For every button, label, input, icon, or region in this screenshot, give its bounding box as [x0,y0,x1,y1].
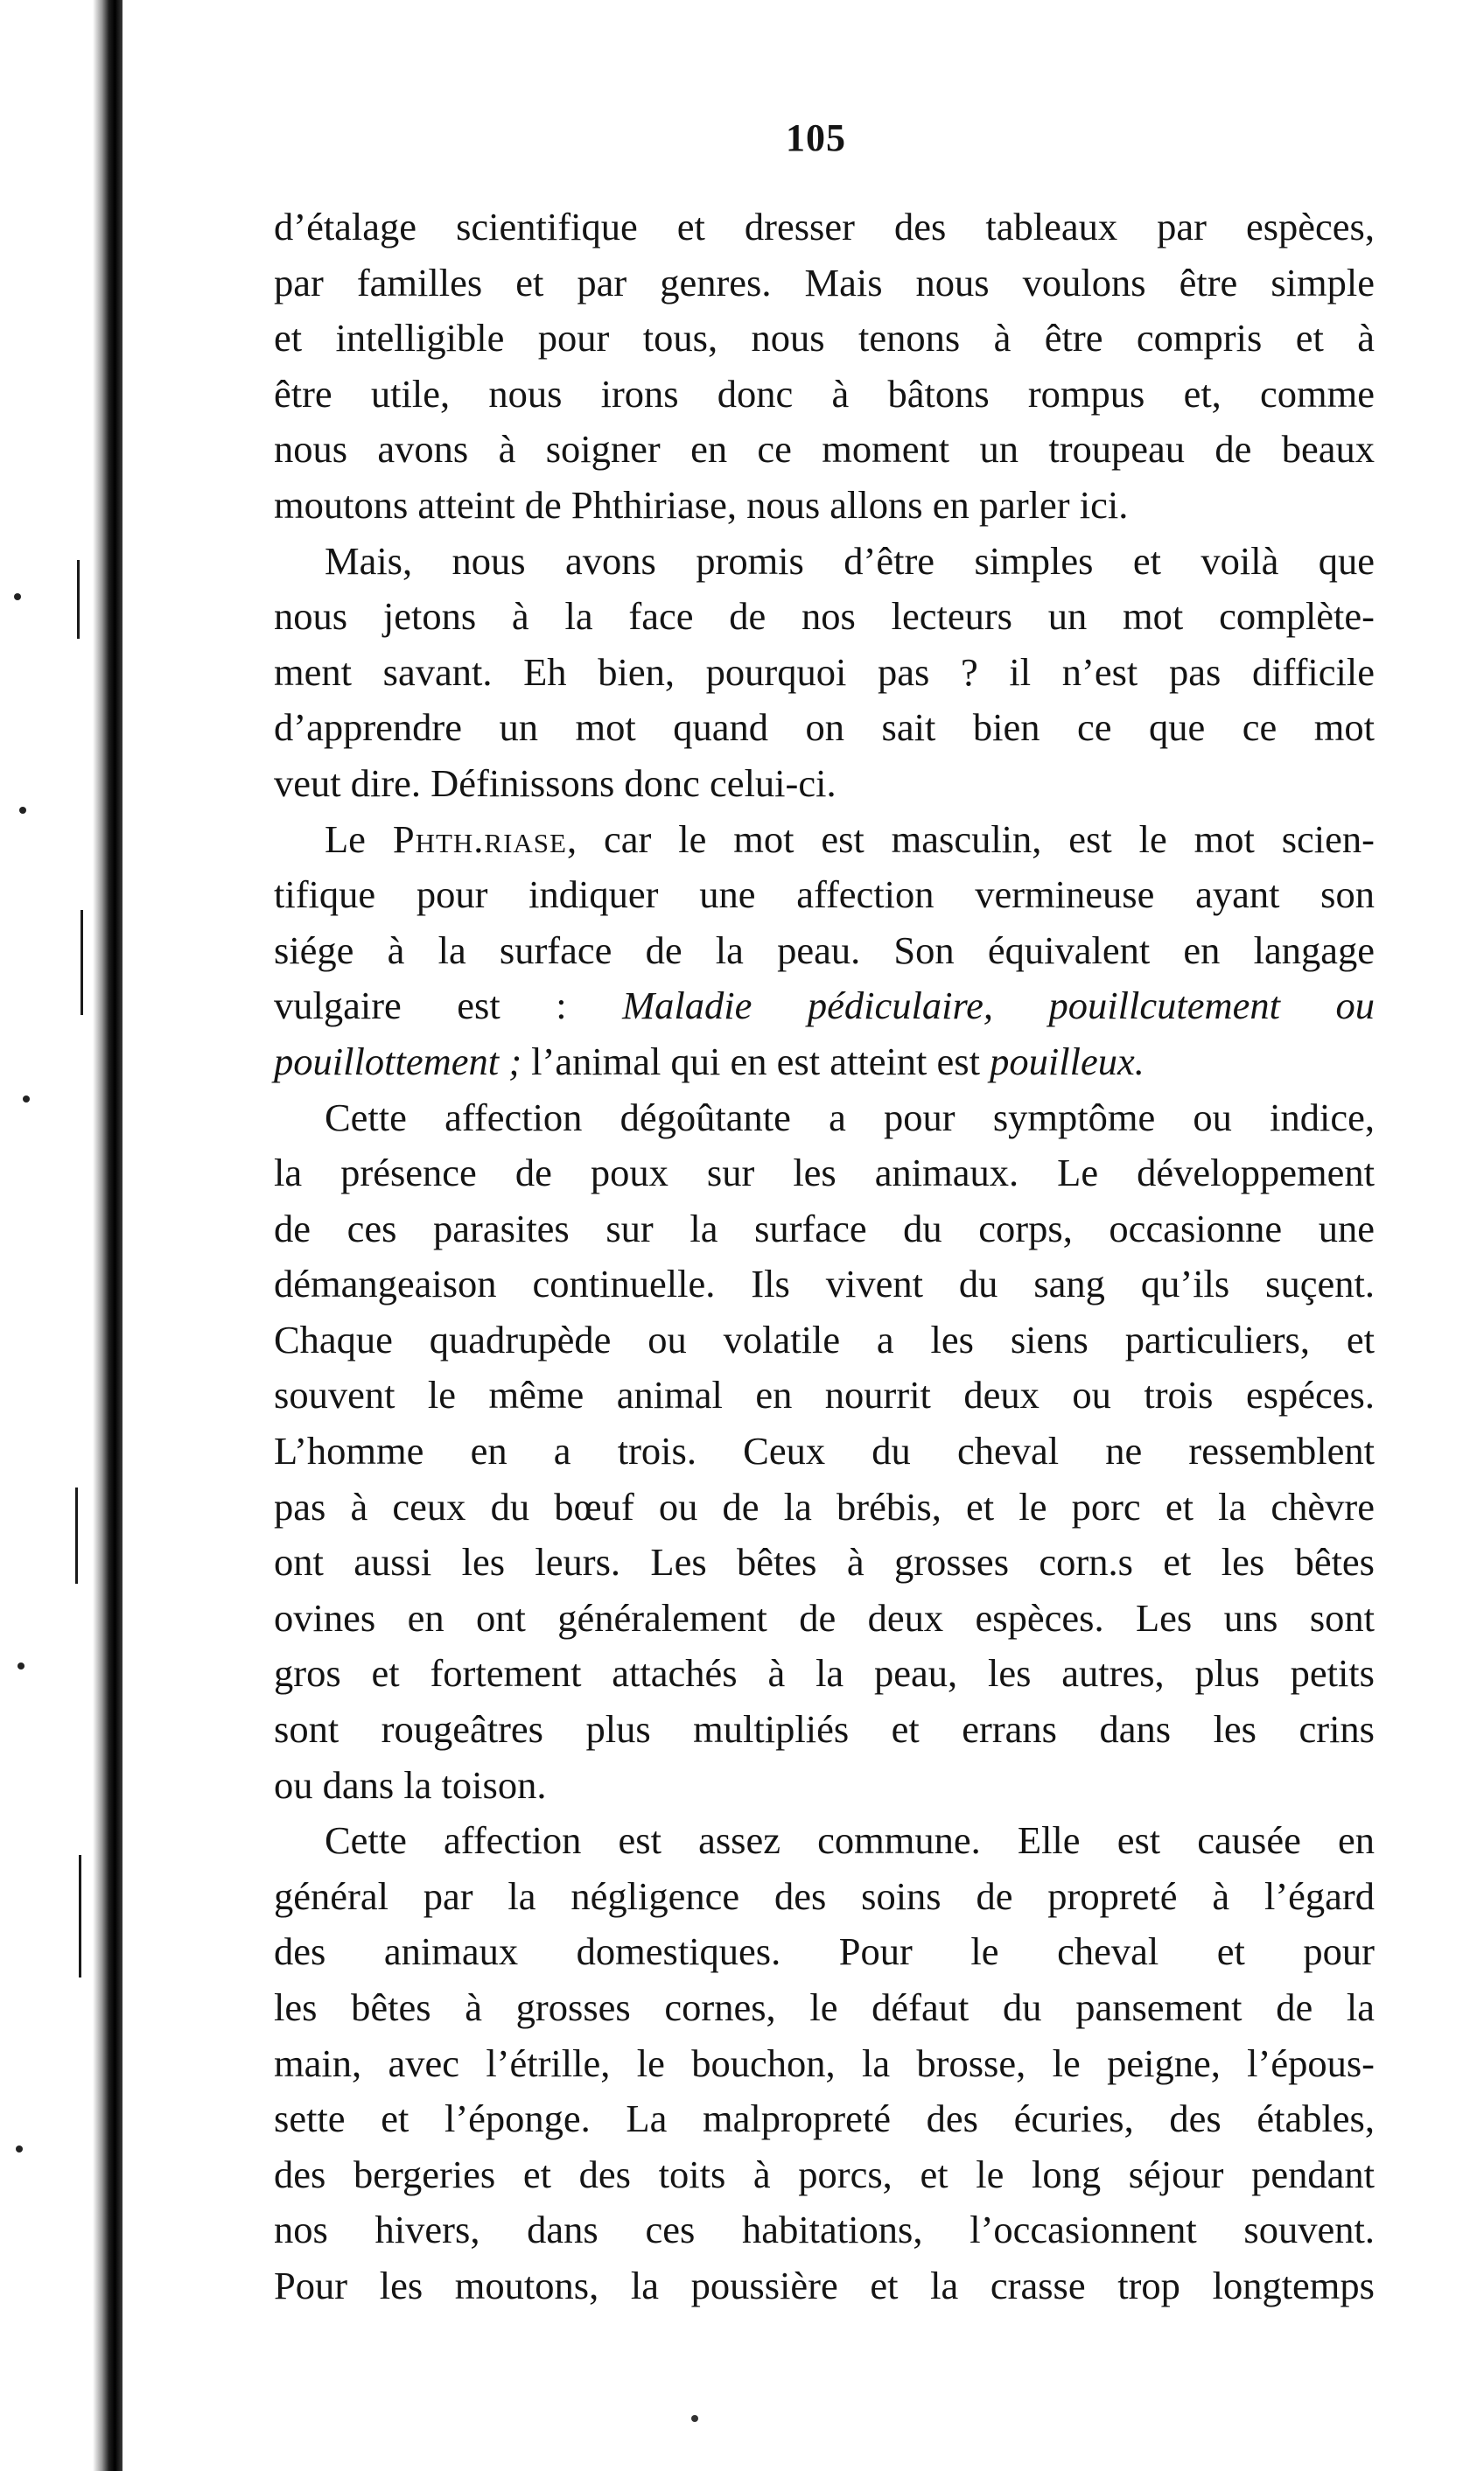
text-span: l’animal qui en est atteint est [522,1039,990,1083]
paragraph-4 [274,1090,1375,1814]
text-line: la présence de poux sur les animaux. Le développement [274,1151,1375,1195]
text-line: Chaque quadrupède ou volatile a les siens particuliers, et [274,1317,1375,1362]
gutter-mark [75,1488,78,1584]
text-line: Mais, nous avons promis d’être simples et voilà que [325,538,1375,583]
paragraph-2 [274,534,1375,812]
text-line: ou dans la toison. [274,1762,547,1807]
text-line: Cette affection dégoûtante a pour symptôme ou indice, [325,1095,1375,1139]
text-line: sette et l’éponge. La malpropreté des écuries, des étables, [274,2096,1375,2141]
text-span: , car le mot est masculin, est le mot scien- [566,816,1375,861]
text-line: L’homme en a trois. Ceux du cheval ne ressemblent [274,1429,1375,1474]
text-line: main, avec l’étrille, le bouchon, la brosse, le peigne, l’épous- [274,2040,1375,2085]
text-line: siége à la surface de la peau. Son équivalent en langage [274,928,1375,972]
text-line: nous jetons à la face de nos lecteurs un mot complète- [274,594,1375,639]
page-body [274,200,1375,2314]
gutter-mark [80,910,83,1015]
text-line: d’étalage scientifique et dresser des tableaux par espèces, [274,205,1375,248]
text-span: Le [325,816,393,861]
text-line: tifique pour indiquer une affection vermineuse ayant son [274,872,1375,917]
text-line: de ces parasites sur la surface du corps, occasionne une [274,1206,1375,1250]
gutter-speck [18,1662,24,1670]
text-line [274,812,1375,868]
ink-speck [691,2415,698,2422]
paragraph-1 [274,200,1375,534]
page-gutter-shadow [0,0,140,2471]
gutter-speck [23,1096,30,1102]
text-line: nos hivers, dans ces habitations, l’occasionnent souvent. [274,2208,1375,2252]
text-line: Cette affection est assez commune. Elle est causée en [325,1818,1375,1863]
text-line: ont aussi les leurs. Les bêtes à grosses corn.s et les bêtes [274,1540,1375,1585]
text-line: d’apprendre un mot quand on sait bien ce que ce mot [274,705,1375,750]
text-line: veut dire. Définissons donc celui-ci. [274,760,836,805]
text-line: être utile, nous irons donc à bâtons rompus et, comme [274,371,1375,416]
text-line: ovines en ont généralement de deux espèces. Les uns sont [274,1595,1375,1640]
italic-term: pouilleux. [990,1039,1144,1083]
text-line: général par la négligence des soins de propreté à l’égard [274,1873,1375,1918]
gutter-speck [14,593,21,600]
text-line [274,1034,1375,1090]
gutter-mark [79,1855,81,1978]
italic-term: Maladie pédiculaire, pouillcutement ou [622,984,1375,1028]
paragraph-3 [274,812,1375,1090]
text-line: les bêtes à grosses cornes, le défaut du pansement de la [274,1985,1375,2029]
gutter-mark [77,560,80,639]
text-line: pas à ceux du bœuf ou de la brébis, et le porc et la chèvre [274,1484,1375,1529]
text-line: ment savant. Eh bien, pourquoi pas ? il n’est pas difficile [274,649,1375,694]
text-line: moutons atteint de Phthiriase, nous allons en parler ici. [274,482,1129,527]
text-line [274,978,1375,1034]
text-span: vulgaire est : [274,984,623,1028]
paragraph-5 [274,1813,1375,2314]
text-line: des animaux domestiques. Pour le cheval et pour [274,1929,1375,1974]
gutter-speck [16,2146,23,2152]
text-line: Pour les moutons, la poussière et la crasse trop longtemps [274,2263,1375,2307]
page-number: 105 [786,116,846,159]
text-line: des bergeries et des toits à porcs, et le long séjour pendant [274,2152,1375,2196]
gutter-speck [19,807,26,814]
term-phthiriase: Phth.riase [392,816,567,861]
binding-shadow [93,0,122,2471]
text-line: nous avons à soigner en ce moment un troupeau de beaux [274,427,1375,472]
text-line: sont rougeâtres plus multipliés et errans dans les crins [274,1707,1375,1752]
italic-term: pouillottement ; [274,1039,522,1083]
text-line: souvent le même animal en nourrit deux ou trois espéces. [274,1373,1375,1418]
text-line: et intelligible pour tous, nous tenons à être compris et à [274,316,1375,360]
text-line: démangeaison continuelle. Ils vivent du sang qu’ils suçent. [274,1262,1375,1306]
text-line: par familles et par genres. Mais nous voulons être simple [274,260,1375,304]
text-line: gros et fortement attachés à la peau, les autres, plus petits [274,1651,1375,1696]
